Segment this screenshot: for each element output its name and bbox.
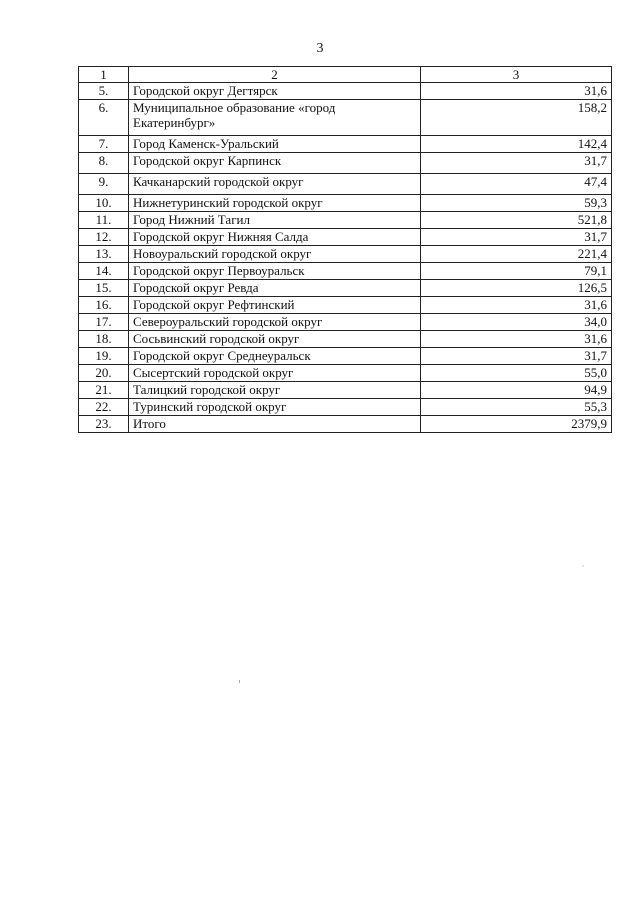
row-number: 14. <box>79 263 129 280</box>
header-cell-2: 2 <box>129 67 421 83</box>
row-name: Сысертский городской округ <box>129 365 421 382</box>
row-value: 2379,9 <box>421 416 612 433</box>
table-row <box>79 263 612 280</box>
row-name: Городской округ Ревда <box>129 280 421 297</box>
row-value: 47,4 <box>421 174 612 195</box>
row-name: Городской округ Рефтинский <box>129 297 421 314</box>
row-number: 23. <box>79 416 129 433</box>
row-value: 94,9 <box>421 382 612 399</box>
table-row-total <box>79 416 612 433</box>
row-number: 8. <box>79 153 129 174</box>
row-number: 9. <box>79 174 129 195</box>
row-name: Нижнетуринский городской округ <box>129 195 421 212</box>
row-number: 22. <box>79 399 129 416</box>
row-value: 79,1 <box>421 263 612 280</box>
row-number: 17. <box>79 314 129 331</box>
table-row <box>79 331 612 348</box>
row-name: Туринский городской округ <box>129 399 421 416</box>
row-name: Городской округ Дегтярск <box>129 83 421 100</box>
row-number: 12. <box>79 229 129 246</box>
row-number: 16. <box>79 297 129 314</box>
row-name: Городской округ Карпинск <box>129 153 421 174</box>
row-number: 11. <box>79 212 129 229</box>
row-number: 19. <box>79 348 129 365</box>
row-value: 31,6 <box>421 83 612 100</box>
table-row <box>79 153 612 174</box>
table-header-row <box>79 67 612 83</box>
row-name: Городской округ Среднеуральск <box>129 348 421 365</box>
table-row <box>79 280 612 297</box>
row-number: 7. <box>79 136 129 153</box>
row-value: 142,4 <box>421 136 612 153</box>
table-row <box>79 229 612 246</box>
row-number: 21. <box>79 382 129 399</box>
table-row <box>79 246 612 263</box>
table-row <box>79 348 612 365</box>
row-value: 221,4 <box>421 246 612 263</box>
row-name: Новоуральский городской округ <box>129 246 421 263</box>
row-value: 34,0 <box>421 314 612 331</box>
row-value: 126,5 <box>421 280 612 297</box>
row-value: 521,8 <box>421 212 612 229</box>
row-number: 20. <box>79 365 129 382</box>
row-name: Итого <box>129 416 421 433</box>
scan-speck <box>239 680 240 683</box>
row-value: 158,2 <box>421 100 612 136</box>
scan-speck <box>582 565 583 566</box>
table-row <box>79 100 612 136</box>
row-value: 55,0 <box>421 365 612 382</box>
row-value: 31,6 <box>421 331 612 348</box>
row-number: 18. <box>79 331 129 348</box>
row-name: Качканарский городской округ <box>129 174 421 195</box>
row-name: Городской округ Нижняя Салда <box>129 229 421 246</box>
row-value: 31,7 <box>421 229 612 246</box>
header-cell-1: 1 <box>79 67 129 83</box>
row-name: Городской округ Первоуральск <box>129 263 421 280</box>
row-number: 13. <box>79 246 129 263</box>
row-name: Муниципальное образование «город Екатеринбург» <box>129 100 421 136</box>
table-row <box>79 174 612 195</box>
row-name: Сосьвинский городской округ <box>129 331 421 348</box>
header-cell-3: 3 <box>421 67 612 83</box>
page-number: 3 <box>316 41 324 56</box>
row-number: 15. <box>79 280 129 297</box>
table-row <box>79 83 612 100</box>
table-row <box>79 314 612 331</box>
table-row <box>79 399 612 416</box>
table-row <box>79 136 612 153</box>
row-value: 59,3 <box>421 195 612 212</box>
table-row <box>79 212 612 229</box>
table-row <box>79 195 612 212</box>
row-name: Талицкий городской округ <box>129 382 421 399</box>
table-row <box>79 365 612 382</box>
row-name: Город Нижний Тагил <box>129 212 421 229</box>
row-value: 31,6 <box>421 297 612 314</box>
row-name: Город Каменск-Уральский <box>129 136 421 153</box>
row-number: 6. <box>79 100 129 136</box>
row-number: 5. <box>79 83 129 100</box>
row-value: 31,7 <box>421 153 612 174</box>
table-row <box>79 297 612 314</box>
row-value: 31,7 <box>421 348 612 365</box>
row-value: 55,3 <box>421 399 612 416</box>
row-number: 10. <box>79 195 129 212</box>
table-row <box>79 382 612 399</box>
row-name: Североуральский городской округ <box>129 314 421 331</box>
allocation-table <box>78 66 612 433</box>
